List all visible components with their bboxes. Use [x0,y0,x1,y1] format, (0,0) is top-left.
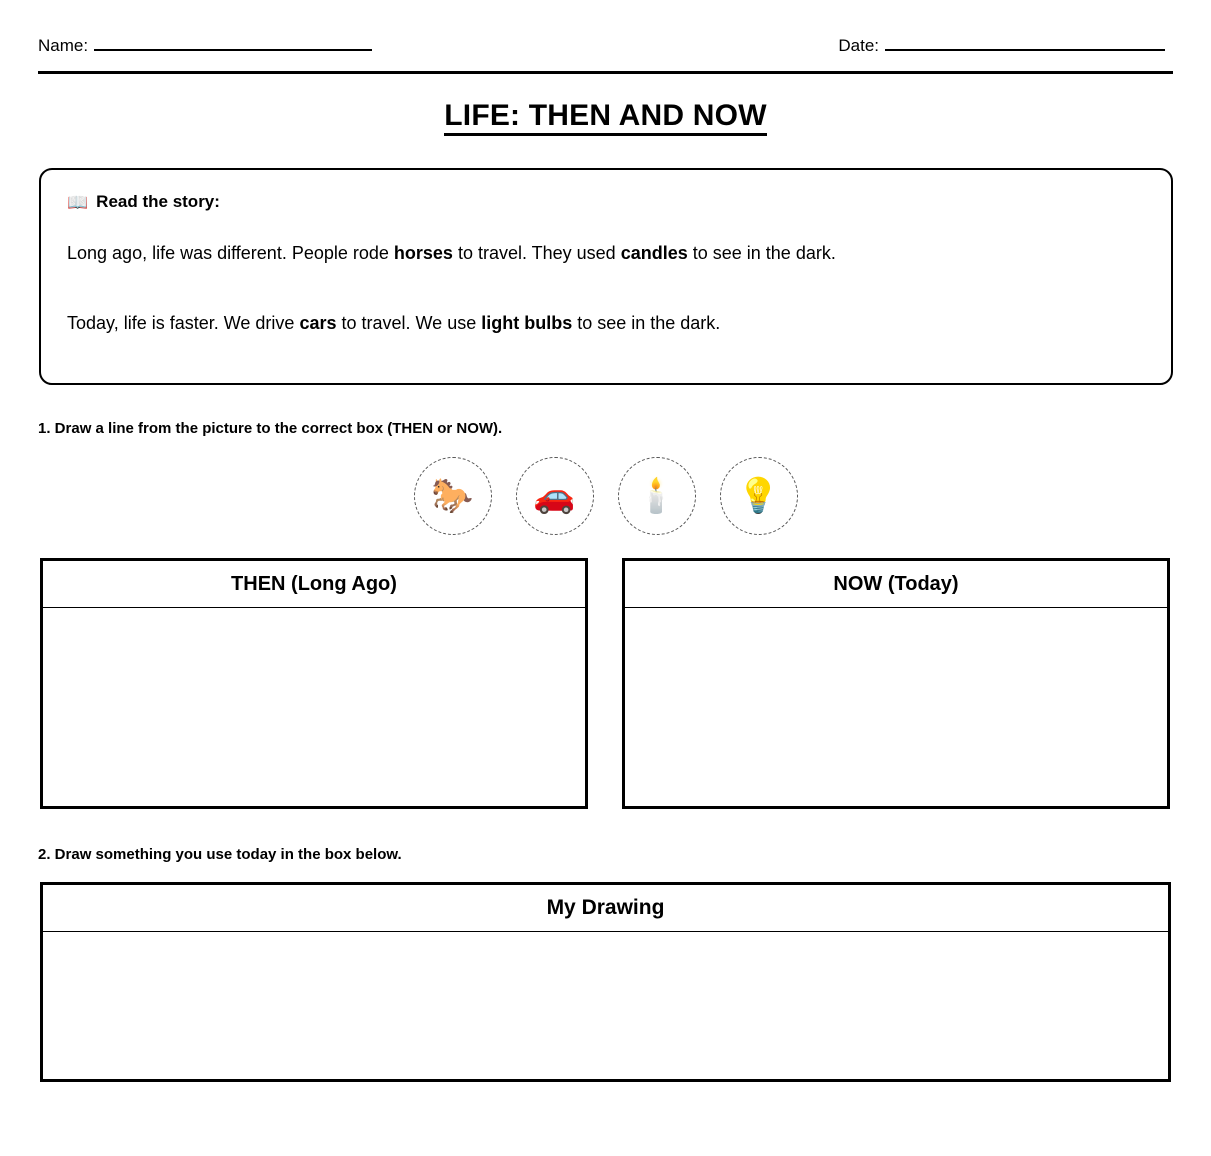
open-book-icon: 📖 [67,192,89,212]
now-box[interactable] [622,558,1170,809]
picture-row [0,457,1211,535]
candle-icon: 🕯️ [635,477,678,515]
my-drawing-box[interactable] [40,882,1171,1082]
page-title [0,99,1211,133]
now-box-title: NOW (Today) [625,561,1167,608]
header-divider [38,71,1173,74]
picture-token-car[interactable] [516,457,594,535]
task-1-instruction: 1. Draw a line from the picture to the correct box (THEN or NOW). [38,420,503,437]
my-drawing-title: My Drawing [43,885,1168,932]
my-drawing-area[interactable] [43,932,1168,1078]
story-p2-part3: to see in the dark. [572,313,721,334]
story-p2-part2: to travel. We use [336,313,482,334]
date-write-line[interactable] [885,49,1165,51]
light-bulb-icon: 💡 [737,477,780,515]
story-p1-part3: to see in the dark. [687,243,836,263]
story-p2-bold1: cars [299,313,337,334]
date-field[interactable] [838,36,1165,56]
picture-token-light-bulb[interactable] [720,457,798,535]
story-p1-bold1: horses [393,243,453,263]
picture-token-candle[interactable] [618,457,696,535]
story-p2-part1: Today, life is faster. We drive [67,313,300,334]
now-box-answer-area[interactable] [625,608,1167,805]
horse-icon: 🐎 [431,477,474,515]
story-p1-part2: to travel. They used [452,243,621,263]
story-p1-bold2: candles [620,243,688,263]
story-p1-part1: Long ago, life was different. People rode [67,243,394,263]
name-field[interactable] [38,36,372,56]
story-heading [67,192,1145,212]
then-box[interactable] [40,558,588,809]
page-title-text: LIFE: THEN AND NOW [444,99,766,136]
story-heading-label: Read the story: [96,192,220,211]
story-panel [39,168,1173,385]
car-icon: 🚗 [533,477,576,515]
story-p2-bold2: light bulbs [481,313,573,334]
story-paragraph-2 [67,310,1145,336]
then-box-title: THEN (Long Ago) [43,561,585,608]
task-2-instruction: 2. Draw something you use today in the box below. [38,846,402,863]
name-label: Name: [38,36,89,55]
date-label: Date: [838,36,879,55]
picture-token-horse[interactable] [414,457,492,535]
worksheet-header [38,36,1173,66]
story-paragraph-1 [67,240,1145,266]
name-write-line[interactable] [94,49,372,51]
then-box-answer-area[interactable] [43,608,585,805]
